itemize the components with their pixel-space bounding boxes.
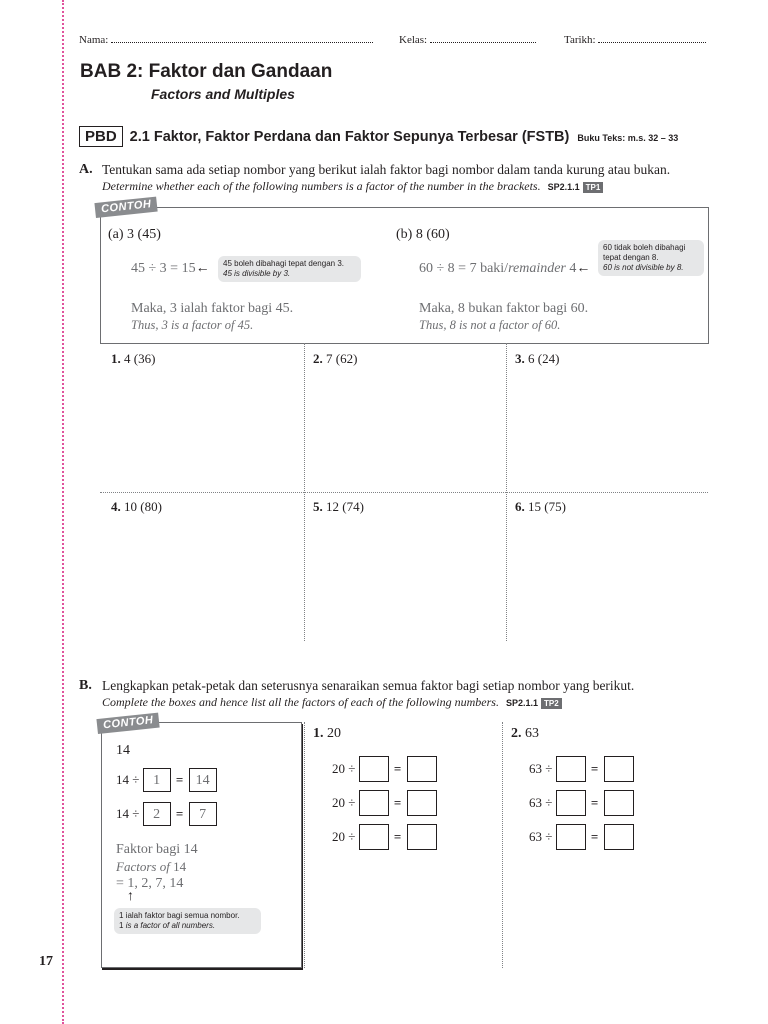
- question-b1-text: 20: [327, 726, 341, 741]
- example-factors-list: = 1, 2, 7, 14: [116, 876, 184, 891]
- page-number: 17: [39, 954, 53, 969]
- question-a3-num: 3.: [515, 351, 525, 366]
- example-row-2: [116, 802, 217, 826]
- equals-sign: =: [175, 806, 184, 821]
- tarikh-line[interactable]: [598, 33, 706, 43]
- question-a3-text: 6 (24): [528, 351, 560, 366]
- example-row-2-prefix: 14 ÷: [116, 806, 140, 821]
- nama-line[interactable]: [111, 33, 373, 43]
- example-b-work: [419, 261, 590, 277]
- question-b2-row-1: [529, 756, 634, 782]
- question-a3[interactable]: [515, 351, 559, 367]
- equals-sign: =: [175, 772, 184, 787]
- part-a-contoh-tag: CONTOH: [94, 197, 158, 218]
- kelas-label: Kelas:: [399, 34, 428, 46]
- question-a6-text: 15 (75): [528, 499, 566, 514]
- example-row-2-box-divisor: 2: [143, 802, 171, 826]
- question-b1-row-2: [332, 790, 437, 816]
- example-a-work-text: 45 ÷ 3 = 15: [131, 261, 196, 276]
- question-b2-row-2-box-divisor[interactable]: [556, 790, 586, 816]
- question-b2-row-3: [529, 824, 634, 850]
- example-b-note-en: 60 is not divisible by 8.: [603, 263, 684, 272]
- nama-field[interactable]: [79, 33, 373, 46]
- question-a6[interactable]: [515, 499, 566, 515]
- question-b2-row-1-prefix: 63 ÷: [529, 761, 553, 776]
- chapter-subtitle: Factors and Multiples: [151, 86, 295, 102]
- example-b-label: (b) 8 (60): [396, 227, 450, 242]
- question-a4[interactable]: [111, 499, 162, 515]
- question-b1-row-2-prefix: 20 ÷: [332, 795, 356, 810]
- example-factors-en-num: 14: [173, 859, 187, 874]
- equals-sign: =: [590, 795, 599, 810]
- question-b1: [313, 726, 341, 742]
- part-b-tp-badge: TP2: [541, 698, 562, 709]
- example-row-1: [116, 768, 217, 792]
- example-a-work: [131, 261, 210, 277]
- part-a-tp-badge: TP1: [583, 182, 604, 193]
- question-b1-row-3: [332, 824, 437, 850]
- part-b-instruction-en-text: Complete the boxes and hence list all the factors of each of the following numbers.: [102, 695, 499, 709]
- section-heading: [79, 126, 678, 147]
- part-b-sp: SP2.1.1: [505, 698, 538, 708]
- question-b2-text: 63: [525, 726, 539, 741]
- part-a-instruction-en: [102, 179, 603, 194]
- question-b2-row-2-box-result[interactable]: [604, 790, 634, 816]
- example-b-note: [598, 240, 704, 276]
- kelas-line[interactable]: [430, 33, 536, 43]
- question-b1-row-1-box-divisor[interactable]: [359, 756, 389, 782]
- kelas-field[interactable]: [399, 33, 536, 46]
- example-number: 14: [116, 743, 130, 758]
- part-a-sp: SP2.1.1: [547, 182, 580, 192]
- example-b-work-remainder: remainder: [508, 261, 566, 276]
- equals-sign: =: [393, 761, 402, 776]
- example-a-note: [218, 256, 361, 282]
- margin-line: [62, 0, 64, 1024]
- example-b-work-end: 4: [565, 261, 577, 276]
- question-b1-row-1-prefix: 20 ÷: [332, 761, 356, 776]
- example-b-note-all: [114, 908, 261, 934]
- question-b1-row-2-box-result[interactable]: [407, 790, 437, 816]
- question-a4-num: 4.: [111, 499, 121, 514]
- part-b-divider-2: [502, 722, 503, 968]
- question-a1-num: 1.: [111, 351, 121, 366]
- question-a2[interactable]: [313, 351, 357, 367]
- arrow-up-icon: ↑: [127, 889, 134, 904]
- pbd-badge: PBD: [79, 126, 123, 147]
- question-b2-row-3-box-divisor[interactable]: [556, 824, 586, 850]
- example-note-all-en-num: 1: [119, 921, 124, 930]
- question-b2-row-2: [529, 790, 634, 816]
- example-b-conclusion-en: Thus, 8 is not a factor of 60.: [419, 318, 561, 332]
- part-a-instruction-ms: Tentukan sama ada setiap nombor yang berikut ialah faktor bagi nombor dalam tanda kurung atau bukan.: [102, 162, 671, 177]
- question-a6-num: 6.: [515, 499, 525, 514]
- part-b-divider-1: [304, 722, 305, 968]
- question-a5-text: 12 (74): [326, 499, 364, 514]
- question-b1-row-3-box-result[interactable]: [407, 824, 437, 850]
- chapter-title: BAB 2: Faktor dan Gandaan: [80, 61, 333, 82]
- example-row-1-prefix: 14 ÷: [116, 772, 140, 787]
- part-b-instruction-en: [102, 695, 562, 710]
- example-row-1-box-result: 14: [189, 768, 217, 792]
- question-b1-row-1-box-result[interactable]: [407, 756, 437, 782]
- example-b-work-text: 60 ÷ 8 = 7 baki/: [419, 261, 509, 276]
- part-a-letter: A.: [79, 162, 93, 177]
- example-a-note-en: 45 is divisible by 3.: [223, 269, 291, 278]
- example-row-2-box-result: 7: [189, 802, 217, 826]
- question-a2-text: 7 (62): [326, 351, 358, 366]
- question-a1-text: 4 (36): [124, 351, 156, 366]
- example-row-1-box-divisor: 1: [143, 768, 171, 792]
- nama-label: Nama:: [79, 34, 109, 46]
- example-a-label: (a) 3 (45): [108, 227, 161, 242]
- question-b2-row-2-prefix: 63 ÷: [529, 795, 553, 810]
- equals-sign: =: [393, 829, 402, 844]
- part-a-instruction-en-text: Determine whether each of the following numbers is a factor of the number in the brackets.: [102, 179, 541, 193]
- part-b-contoh-tag: CONTOH: [96, 713, 160, 734]
- section-title: 2.1 Faktor, Faktor Perdana dan Faktor Sepunya Terbesar (FSTB): [129, 128, 570, 145]
- example-factors-en-label: Factors of: [116, 859, 170, 874]
- example-factors-ms: Faktor bagi 14: [116, 842, 198, 857]
- question-a5-num: 5.: [313, 499, 323, 514]
- question-b1-row-3-prefix: 20 ÷: [332, 829, 356, 844]
- equals-sign: =: [590, 829, 599, 844]
- tarikh-label: Tarikh:: [564, 34, 596, 46]
- example-note-all-ms: 1 ialah faktor bagi semua nombor.: [119, 911, 240, 920]
- question-b1-num: 1.: [313, 726, 324, 741]
- question-a4-text: 10 (80): [124, 499, 162, 514]
- example-a-conclusion-ms: Maka, 3 ialah faktor bagi 45.: [131, 301, 294, 316]
- question-a5[interactable]: [313, 499, 364, 515]
- question-b2-row-1-box-divisor[interactable]: [556, 756, 586, 782]
- part-b-letter: B.: [79, 678, 92, 693]
- question-b2-row-3-prefix: 63 ÷: [529, 829, 553, 844]
- example-b-conclusion-ms: Maka, 8 bukan faktor bagi 60.: [419, 301, 589, 316]
- example-b-note-ms: 60 tidak boleh dibahagi tepat dengan 8.: [603, 243, 686, 262]
- question-b1-row-2-box-divisor[interactable]: [359, 790, 389, 816]
- textbook-ref: Buku Teks: m.s. 32 – 33: [577, 133, 679, 143]
- example-a-conclusion-en: Thus, 3 is a factor of 45.: [131, 318, 254, 332]
- grid-divider-horizontal: [100, 492, 708, 493]
- example-a-note-ms: 45 boleh dibahagi tepat dengan 3.: [223, 259, 344, 268]
- question-b1-row-1: [332, 756, 437, 782]
- example-note-all-en: is a factor of all numbers.: [125, 921, 216, 930]
- equals-sign: =: [590, 761, 599, 776]
- question-b1-row-3-box-divisor[interactable]: [359, 824, 389, 850]
- question-b2-row-1-box-result[interactable]: [604, 756, 634, 782]
- example-factors-en: [116, 859, 186, 875]
- question-b2: [511, 726, 539, 742]
- question-a1[interactable]: [111, 351, 155, 367]
- question-b2-row-3-box-result[interactable]: [604, 824, 634, 850]
- arrow-left-icon: ←: [195, 261, 210, 276]
- question-a2-num: 2.: [313, 351, 323, 366]
- arrow-left-icon: ←: [576, 261, 591, 276]
- equals-sign: =: [393, 795, 402, 810]
- question-b2-num: 2.: [511, 726, 522, 741]
- tarikh-field[interactable]: [564, 33, 706, 46]
- part-b-instruction-ms: Lengkapkan petak-petak dan seterusnya senaraikan semua faktor bagi setiap nombor yang berikut.: [102, 678, 635, 693]
